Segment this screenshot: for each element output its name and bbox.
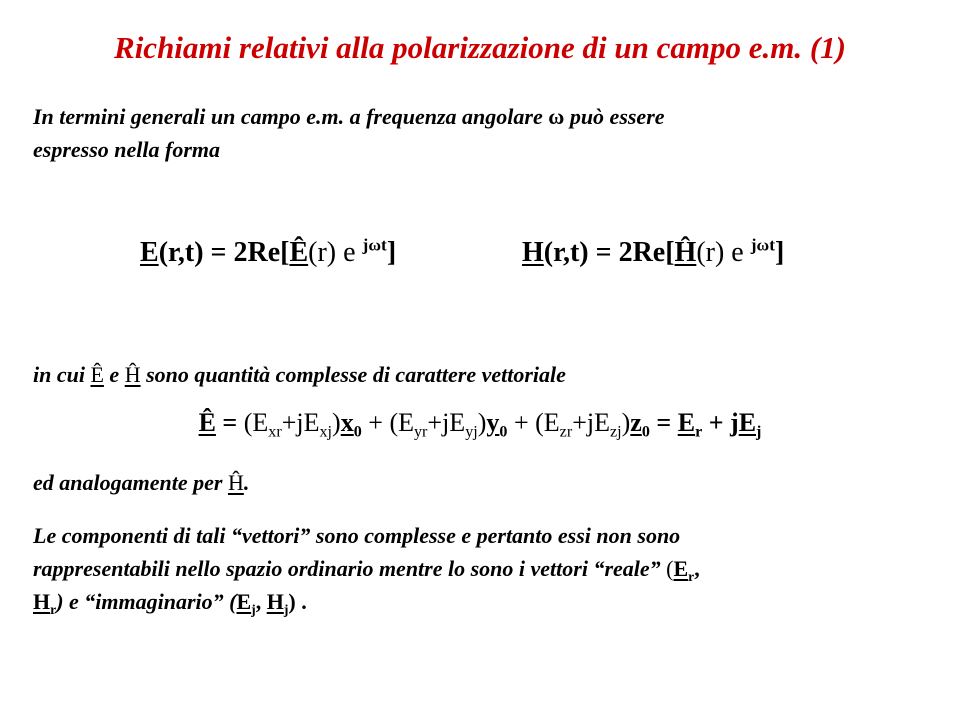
- intro-line-2: espresso nella forma: [33, 137, 220, 162]
- hj-ref: $H_j$: [266, 589, 289, 617]
- comma: ,: [694, 556, 700, 581]
- hr-ref: $H_r$: [33, 589, 57, 617]
- plus-2: +: [507, 408, 536, 437]
- comma-2: ,: [255, 589, 267, 614]
- final-line-2-text: rappresentabili nello spazio ordinario mentre lo sono i vettori “reale”: [33, 556, 667, 581]
- omega-symbol: ω: [548, 104, 565, 129]
- e-hat: Ê: [289, 237, 309, 268]
- ej-vector: $E_j$: [738, 408, 762, 441]
- y-close: ): [477, 408, 487, 437]
- e-hat-lhs: Ê: [198, 408, 216, 437]
- analog-dot: .: [243, 470, 250, 495]
- e-hat-ref: Ê: [90, 362, 104, 387]
- z-open: (E: [535, 408, 560, 437]
- plus-1: +: [361, 408, 390, 437]
- slide-title: Richiami relativi alla polarizzazione di un campo e.m. (1): [114, 30, 846, 65]
- plus-j: + j: [702, 408, 739, 437]
- equation-components: [0, 408, 960, 441]
- analog-line: [33, 466, 249, 499]
- intro-line-1: [33, 100, 665, 133]
- eq-h-mid: (r,t) = 2Re[: [543, 237, 675, 268]
- intro-text-cont: può essere: [564, 104, 665, 129]
- final-paragraph: [33, 519, 700, 618]
- z-close: ): [621, 408, 631, 437]
- y-mid: +jE: [427, 408, 466, 437]
- intro-paragraph: [33, 100, 665, 166]
- sub-xr: xr: [268, 423, 282, 441]
- eq-e-mid: (r,t) = 2Re[: [158, 237, 290, 268]
- sub-xj: xj: [319, 423, 333, 441]
- er-vector: $E_r$: [677, 408, 703, 441]
- h-hat: Ĥ: [674, 237, 697, 268]
- open-paren: (: [666, 556, 674, 581]
- z-mid: +jE: [572, 408, 610, 437]
- eq-h-close: ]: [775, 237, 785, 268]
- equals: =: [215, 408, 244, 437]
- x-open: (E: [243, 408, 269, 437]
- analog-text: ed analogamente per: [33, 470, 228, 495]
- eq-h-exponent: jωt: [750, 235, 775, 255]
- ej-ref: $E_j$: [236, 589, 256, 617]
- er-ref: $E_r$: [673, 556, 695, 584]
- final-line-1: Le componenti di tali “vettori” sono complesse e pertanto essi non sono: [33, 523, 681, 548]
- incui-suffix: sono quantità complesse di carattere vettoriale: [140, 362, 566, 387]
- final-line-2: [33, 552, 700, 585]
- sub-yj: yj: [465, 423, 478, 441]
- h-hat-ref: Ĥ: [124, 362, 141, 387]
- eq-h-arg: (r) e: [696, 237, 751, 268]
- final-line-3: [33, 585, 700, 618]
- eq-e-close: ]: [386, 237, 397, 268]
- h-hat-analog: Ĥ: [227, 470, 244, 495]
- equation-h-field: [522, 237, 784, 269]
- e-vector: E: [140, 237, 159, 268]
- final-end: ) .: [288, 589, 307, 614]
- sub-zj: zj: [609, 423, 622, 441]
- sub-yr: yr: [413, 423, 428, 441]
- incui-and: e: [103, 362, 125, 387]
- x0-unit-vector: $x_0$: [340, 408, 362, 441]
- eq-e-arg: (r) e: [308, 237, 363, 268]
- eq-e-exponent: jωt: [362, 235, 387, 255]
- h-vector: H: [522, 237, 544, 268]
- y0-unit-vector: $y_0$: [486, 408, 508, 441]
- equation-e-field: [140, 237, 396, 269]
- sub-zr: zr: [559, 423, 573, 441]
- x-close: ): [332, 408, 341, 437]
- equals-2: =: [649, 408, 678, 437]
- x-mid: +jE: [281, 408, 320, 437]
- y-open: (E: [389, 408, 414, 437]
- intro-text: In termini generali un campo e.m. a frequenza angolare: [33, 104, 549, 129]
- incui-prefix: in cui: [33, 362, 91, 387]
- z0-unit-vector: $z_0$: [630, 408, 650, 441]
- final-line-3-text: ) e “immaginario” (: [56, 589, 237, 614]
- incui-line: [33, 358, 566, 391]
